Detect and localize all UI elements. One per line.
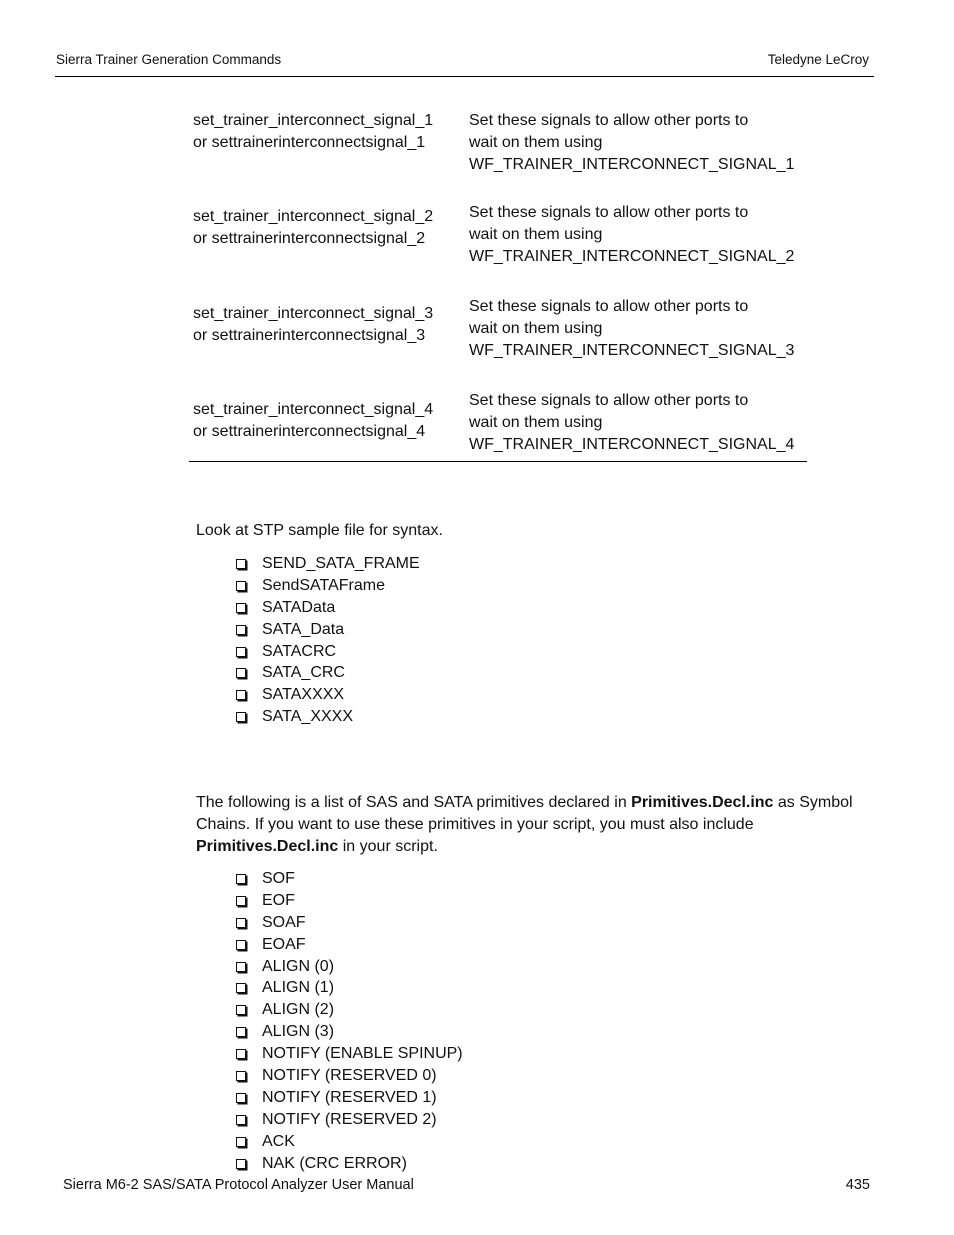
list-item — [236, 1043, 463, 1065]
command-name-cell — [189, 198, 469, 292]
command-desc-line: wait on them using — [469, 414, 603, 431]
footer-manual-title: Sierra M6-2 SAS/SATA Protocol Analyzer User Manual — [63, 1177, 414, 1193]
list-item — [236, 890, 463, 912]
intro-filename: Primitives.Decl.inc — [631, 794, 774, 811]
checkbox-bullet-icon — [236, 1093, 246, 1103]
list-item — [236, 934, 463, 956]
command-desc-cell — [469, 110, 807, 198]
command-desc-line: WF_TRAINER_INTERCONNECT_SIGNAL_4 — [469, 436, 795, 453]
command-desc-line: wait on them using — [469, 226, 603, 243]
checkbox-bullet-icon — [236, 1137, 246, 1147]
checkbox-bullet-icon — [236, 896, 246, 906]
command-alias: or settrainerinterconnectsignal_4 — [193, 423, 426, 440]
list-item-label: SATACRC — [262, 642, 337, 660]
list-item — [236, 575, 420, 597]
checkbox-bullet-icon — [236, 1049, 246, 1059]
command-row — [189, 292, 807, 386]
header-company: Teledyne LeCroy — [767, 52, 869, 67]
command-desc-line: WF_TRAINER_INTERCONNECT_SIGNAL_1 — [469, 156, 795, 173]
command-table — [189, 110, 807, 462]
list-item — [236, 662, 420, 684]
command-name-cell — [189, 386, 469, 461]
list-item-label: SATA_Data — [262, 620, 345, 638]
list-item-label: SendSATAFrame — [262, 576, 386, 594]
command-desc-cell — [469, 292, 807, 386]
checkbox-bullet-icon — [236, 1005, 246, 1015]
checkbox-bullet-icon — [236, 918, 246, 928]
list-item — [236, 1065, 463, 1087]
checkbox-bullet-icon — [236, 712, 246, 722]
intro-text: in your script. — [338, 838, 438, 855]
checkbox-bullet-icon — [236, 559, 246, 569]
page-number: 435 — [845, 1177, 870, 1193]
list-item-label: ALIGN (3) — [262, 1023, 335, 1041]
command-desc-line: Set these signals to allow other ports to — [469, 298, 749, 315]
list-item — [236, 684, 420, 706]
list-item-label: SOAF — [262, 913, 306, 931]
command-name: set_trainer_interconnect_signal_1 — [193, 112, 434, 129]
list-item — [236, 553, 420, 575]
list-item — [236, 1087, 463, 1109]
checkbox-bullet-icon — [236, 1027, 246, 1037]
list-item — [236, 1131, 463, 1153]
command-desc-line: wait on them using — [469, 134, 603, 151]
intro-text: The following is a list of SAS and SATA primitives declared in — [196, 794, 632, 811]
list-item — [236, 1153, 463, 1175]
checkbox-bullet-icon — [236, 603, 246, 613]
checkbox-bullet-icon — [236, 647, 246, 657]
primitives-list — [236, 868, 463, 1174]
list-item-label: ALIGN (2) — [262, 1001, 335, 1019]
command-alias: or settrainerinterconnectsignal_3 — [193, 327, 426, 344]
list-item-label: ALIGN (1) — [262, 979, 335, 997]
command-row — [189, 110, 807, 198]
primitives-intro — [196, 792, 876, 858]
checkbox-bullet-icon — [236, 940, 246, 950]
command-desc-cell — [469, 198, 807, 292]
list-item-label: SATAData — [262, 598, 336, 616]
command-desc-line: WF_TRAINER_INTERCONNECT_SIGNAL_3 — [469, 342, 795, 359]
list-item — [236, 977, 463, 999]
list-item — [236, 999, 463, 1021]
command-row — [189, 386, 807, 461]
list-item-label: NAK (CRC ERROR) — [262, 1154, 407, 1172]
checkbox-bullet-icon — [236, 962, 246, 972]
sata-intro: Look at STP sample file for syntax. — [196, 522, 443, 539]
checkbox-bullet-icon — [236, 874, 246, 884]
command-row — [189, 198, 807, 292]
list-item-label: SATA_XXXX — [262, 708, 353, 726]
checkbox-bullet-icon — [236, 690, 246, 700]
command-alias: or settrainerinterconnectsignal_2 — [193, 230, 426, 247]
command-alias: or settrainerinterconnectsignal_1 — [193, 134, 426, 151]
checkbox-bullet-icon — [236, 668, 246, 678]
list-item-label: SEND_SATA_FRAME — [262, 555, 420, 572]
list-item — [236, 1109, 463, 1131]
list-item-label: NOTIFY (RESERVED 1) — [262, 1088, 437, 1106]
header-rule — [55, 76, 874, 77]
list-item-label: NOTIFY (RESERVED 2) — [262, 1110, 437, 1128]
list-item — [236, 912, 463, 934]
checkbox-bullet-icon — [236, 625, 246, 635]
list-item — [236, 619, 420, 641]
command-name: set_trainer_interconnect_signal_2 — [193, 208, 434, 225]
list-item — [236, 956, 463, 978]
command-desc-line: Set these signals to allow other ports to — [469, 204, 749, 221]
list-item-label: SATAXXXX — [262, 686, 345, 704]
checkbox-bullet-icon — [236, 1159, 246, 1169]
list-item-label: EOF — [262, 891, 295, 909]
list-item-label: ALIGN (0) — [262, 957, 335, 975]
checkbox-bullet-icon — [236, 1071, 246, 1081]
list-item — [236, 868, 463, 890]
list-item — [236, 597, 420, 619]
list-item-label: ACK — [262, 1132, 295, 1150]
list-item-label: NOTIFY (ENABLE SPINUP) — [262, 1045, 463, 1063]
list-item — [236, 1021, 463, 1043]
list-item-label: EOAF — [262, 935, 306, 953]
command-name: set_trainer_interconnect_signal_4 — [193, 401, 434, 418]
command-name: set_trainer_interconnect_signal_3 — [193, 305, 434, 322]
list-item — [236, 706, 420, 728]
command-name-cell — [189, 292, 469, 386]
list-item-label: NOTIFY (RESERVED 0) — [262, 1067, 437, 1085]
header-title: Sierra Trainer Generation Commands — [56, 52, 282, 67]
checkbox-bullet-icon — [236, 1115, 246, 1125]
command-desc-line: Set these signals to allow other ports to — [469, 112, 749, 129]
command-desc-line: wait on them using — [469, 320, 603, 337]
list-item-label: SATA_CRC — [262, 664, 345, 682]
command-desc-line: Set these signals to allow other ports to — [469, 392, 749, 409]
command-desc-cell — [469, 386, 807, 461]
command-desc-line: WF_TRAINER_INTERCONNECT_SIGNAL_2 — [469, 248, 795, 265]
list-item — [236, 641, 420, 663]
intro-text: as Symbol Chains. If you want to use these primitives in your script, you must also include — [196, 794, 853, 833]
list-item-label: SOF — [262, 870, 295, 887]
intro-filename: Primitives.Decl.inc — [196, 838, 339, 855]
checkbox-bullet-icon — [236, 581, 246, 591]
sata-command-list — [236, 553, 420, 728]
command-name-cell — [189, 110, 469, 198]
checkbox-bullet-icon — [236, 983, 246, 993]
